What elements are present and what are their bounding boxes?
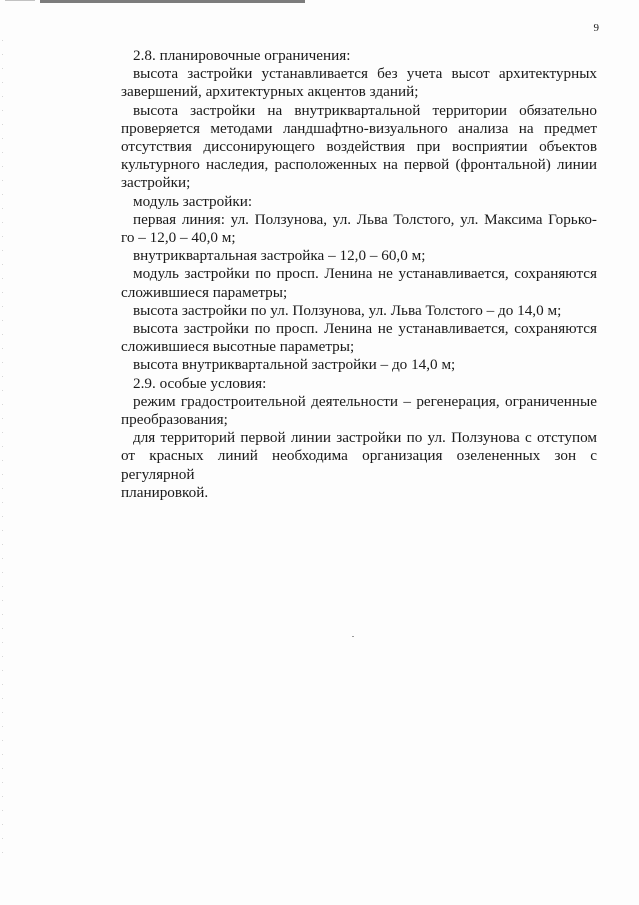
section-heading-2-8: 2.8. планировочные ограничения:	[133, 47, 351, 64]
text-line: режим градостроительной деятельности – регенерация, ограниченные	[133, 392, 597, 410]
scan-artifact-line-small	[5, 0, 35, 1]
text-line: культурного наследия, расположенных на первой (фронтальной) линии	[121, 156, 597, 174]
text-line: первая линия: ул. Ползунова, ул. Льва Толстого, ул. Максима Горько-	[133, 210, 597, 228]
text-line: сложившиеся параметры;	[121, 283, 288, 301]
text-line: го – 12,0 – 40,0 м;	[121, 229, 236, 247]
text-line: высота застройки устанавливается без учета высот архитектурных	[133, 65, 597, 83]
text-line: внутриквартальная застройка – 12,0 – 60,0 м;	[133, 247, 426, 265]
text-line: застройки;	[121, 174, 191, 192]
scan-speck	[352, 636, 354, 637]
text-line: отсутствия диссонирующего воздействия при восприятии объектов	[121, 138, 597, 156]
text-line: проверяется методами ландшафтно-визуального анализа на предмет	[121, 119, 597, 137]
text-line: высота застройки на внутриквартальной территории обязательно	[133, 101, 597, 119]
text-line: модуль застройки:	[133, 192, 253, 210]
scan-edge-artifact	[2, 40, 3, 860]
text-line: высота застройки по ул. Ползунова, ул. Льва Толстого – до 14,0 м;	[133, 301, 562, 319]
text-line: высота внутриквартальной застройки – до 14,0 м;	[133, 356, 456, 374]
page-number: 9	[593, 22, 599, 34]
text-line: от красных линий необходима организация озелененных зон с регулярной	[121, 447, 597, 483]
text-line: завершений, архитектурных акцентов зданий;	[121, 83, 419, 101]
scan-artifact-line	[40, 0, 305, 3]
text-line: преобразования;	[121, 411, 228, 429]
document-body	[121, 47, 597, 502]
text-line: высота застройки по просп. Ленина не устанавливается, сохраняются	[133, 320, 597, 338]
text-line: планировкой.	[121, 483, 209, 501]
text-line: модуль застройки по просп. Ленина не устанавливается, сохраняются	[133, 265, 597, 283]
text-line: сложившиеся высотные параметры;	[121, 338, 355, 356]
text-line: для территорий первой линии застройки по ул. Ползунова с отступом	[133, 429, 597, 447]
section-heading-2-9: 2.9. особые условия:	[133, 374, 267, 392]
